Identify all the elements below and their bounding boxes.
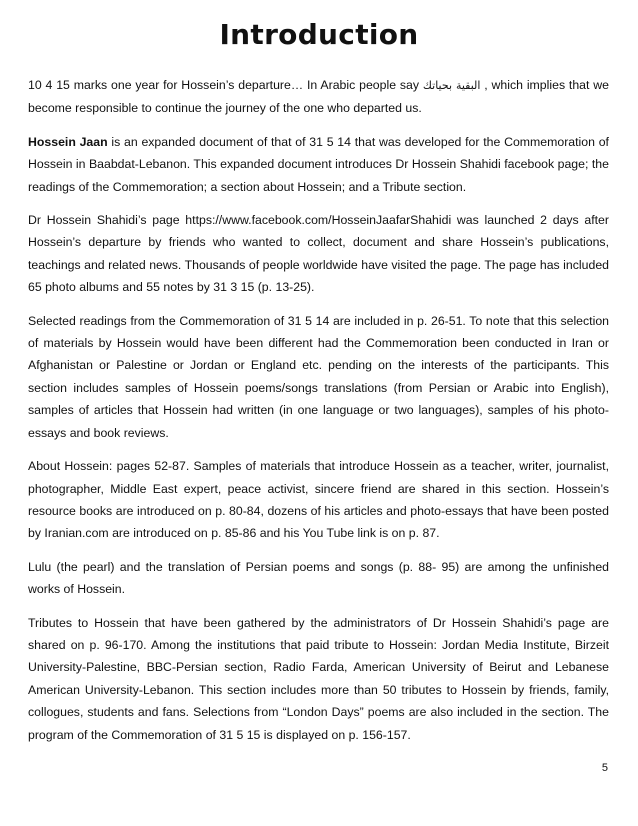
paragraph-anniversary-continued: , which implies that we become responsible to continue the journey of the one who departed us.	[28, 78, 609, 116]
arabic-phrase: البقية بحياتك	[422, 79, 481, 92]
paragraph-tributes: Tributes to Hossein that have been gathered by the administrators of Dr Hossein Shahidi’s page are shared on p. 96-170. Among the institutions that paid tribute to Hossein: Jordan Media Institute, Birzeit University-Palestine, BBC-Persian section, Radio Farda, American University of Beirut and Lebanese American University-Lebanon. This section includes more than 50 tributes to Hossein by friends, family, collogues, students and fans. Selections from “London Days” poems are also included in the section. The program of the Commemoration of 31 5 15 is displayed on p. 156-157.	[28, 615, 609, 742]
paragraph-facebook-page: Dr Hossein Shahidi’s page https://www.facebook.com/HosseinJaafarShahidi was launched 2 days after Hossein’s departure by friends who wanted to collect, document and share Hossein’s publications, teachings and related news. Thousands of people worldwide have visited the page. The page has included 65 photo albums and 55 notes by 31 3 15 (p. 13-25).	[28, 213, 609, 295]
document-name: Hossein Jaan	[28, 134, 108, 149]
paragraph-anniversary-text: 10 4 15 marks one year for Hossein’s departure… In Arabic people say	[28, 78, 420, 92]
body-text	[28, 74, 609, 757]
paragraph-about-hossein: About Hossein: pages 52-87. Samples of materials that introduce Hossein as a teacher, writer, journalist, photographer, Middle East expert, peace activist, sincere friend are shared in this section. Hossein’s resource books are introduced on p. 80-84, dozens of his articles and photo-essays that have been posted by Iranian.com are introduced on p. 85-86 and his You Tube link is on p. 87.	[28, 459, 609, 541]
page-number: 5	[601, 762, 608, 774]
paragraph-anniversary	[28, 74, 609, 120]
paragraph-hossein-jaan	[28, 131, 609, 198]
paragraph-readings: Selected readings from the Commemoration of 31 5 14 are included in p. 26-51. To note that this selection of materials by Hossein would have been different had the Commemoration been conducted in Iran or Afghanistan or Palestine or Jordan or England etc. pending on the interests of the participants. This section includes samples of Hossein poems/songs translations (from Persian or Arabic into English), samples of articles that Hossein had written (in one language or two languages), samples of his photo-essays and book reviews.	[28, 313, 609, 440]
paragraph-hossein-jaan-text: is an expanded document of that of 31 5 14 that was developed for the Commemoration of Hossein in Baabdat-Lebanon. This expanded document introduces Dr Hossein Shahidi facebook page; the readings of the Commemoration; a section about Hossein; and a Tribute section.	[28, 134, 609, 194]
paragraph-unfinished-works: Lulu (the pearl) and the translation of Persian poems and songs (p. 88- 95) are among the unfinished works of Hossein.	[28, 559, 609, 597]
page-title: Introduction	[219, 18, 419, 51]
